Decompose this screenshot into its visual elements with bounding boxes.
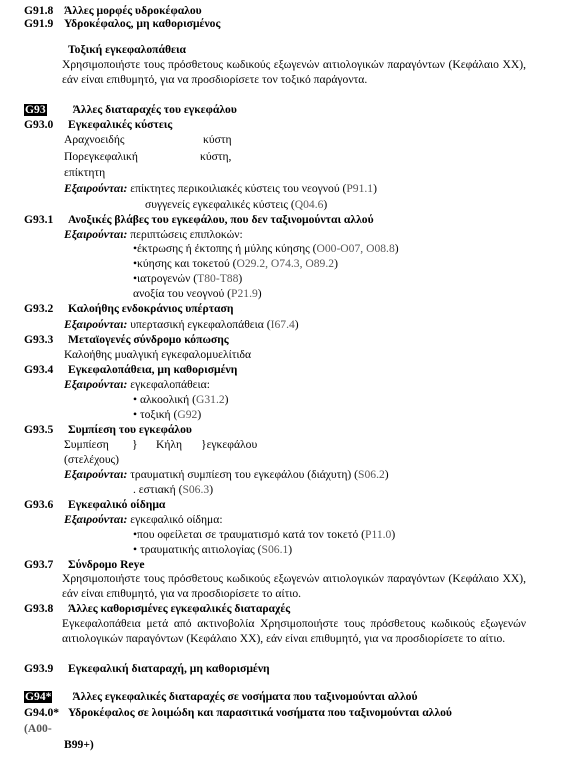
- item-text: •που οφείλεται σε τραυματισμό κατά τον τοκετό (: [133, 528, 365, 541]
- exclusion-item: [133, 393, 229, 407]
- exclusion-label: Εξαιρούνται:: [64, 378, 128, 391]
- exclusion-label: Εξαιρούνται:: [64, 468, 128, 481]
- exclusion-label: Εξαιρούνται:: [64, 318, 128, 331]
- code-entry: [24, 662, 270, 676]
- paren: ): [394, 242, 399, 255]
- exclusion-text: τραυματική συμπίεση του εγκεφάλου (διάχυτη) (: [130, 468, 359, 481]
- cross-reference: P21.9: [231, 287, 258, 300]
- exclusion-line: [64, 378, 210, 392]
- exclusion-item: [133, 543, 292, 557]
- entry-title: Υδροκέφαλος, μη καθορισμένος: [64, 17, 221, 30]
- code-entry: [24, 4, 202, 18]
- category-code-badge: G94*: [25, 690, 52, 703]
- cross-reference: O29.2, O74.3, O89.2: [236, 257, 335, 270]
- exclusion-line: [145, 198, 327, 212]
- exclusion-line: [64, 513, 223, 527]
- code-entry: [24, 363, 237, 377]
- exclusion-item: [133, 287, 262, 301]
- item-text: • τραυματικής αιτιολογίας (: [133, 543, 262, 556]
- cross-reference: Q04.6: [294, 198, 324, 211]
- paren: ): [257, 287, 262, 300]
- paren: ): [384, 468, 389, 481]
- exclusion-line: [64, 318, 299, 332]
- inclusion-term: [64, 133, 125, 147]
- cross-reference: G31.2: [196, 393, 225, 406]
- entry-code: G93.4: [24, 363, 54, 376]
- item-text: •κύησης και τοκετού (: [133, 257, 237, 270]
- paren: ): [323, 198, 328, 211]
- paren: ): [197, 408, 202, 421]
- paren: ): [373, 182, 377, 195]
- exclusion-text: περιπτώσεις επιπλοκών:: [130, 228, 243, 241]
- paren: ): [391, 528, 396, 541]
- exclusion-text: εγκεφαλοπάθεια:: [130, 378, 210, 391]
- exclusion-label: Εξαιρούνται:: [64, 228, 128, 241]
- inclusion-term: (στελέχους): [64, 453, 120, 466]
- entry-code: G93.0: [24, 118, 54, 131]
- brace: }: [132, 438, 138, 451]
- entry-title: Σύνδρομο Reye: [68, 558, 145, 571]
- entry-code: G93.7: [24, 558, 54, 571]
- cross-reference: S06.2: [358, 468, 385, 481]
- code-entry: [24, 706, 452, 720]
- term-text: Αραχνοειδής: [64, 133, 125, 146]
- code-entry: [24, 498, 165, 512]
- cross-reference: P91.1: [346, 182, 374, 195]
- exclusion-text: υπερτασική εγκεφαλοπάθεια (: [130, 318, 271, 331]
- item-text: • τοξική (: [133, 408, 178, 421]
- exclusion-text: συγγενείς εγκεφαλικές κύστεις (: [145, 198, 295, 211]
- cross-reference: S06.1: [261, 543, 289, 556]
- paren: ): [224, 393, 229, 406]
- paren: ): [334, 257, 338, 270]
- code-entry: [24, 302, 233, 316]
- inclusion-term: }εγκεφάλου: [201, 438, 258, 451]
- code-entry: [24, 558, 145, 572]
- cross-reference: O00-O07, O08.8: [316, 242, 395, 255]
- inclusion-term: Συμπίεση: [64, 438, 109, 451]
- exclusion-line: [64, 468, 389, 482]
- entry-code: G91.8: [24, 4, 54, 17]
- exclusion-label: Εξαιρούνται:: [64, 182, 128, 195]
- item-text: . εστιακή (: [133, 483, 183, 496]
- exclusion-line: [64, 228, 243, 242]
- category-title: Άλλες διαταραχές του εγκεφάλου: [72, 103, 237, 116]
- entry-title: Άλλες καθορισμένες εγκεφαλικές διαταραχές: [68, 602, 291, 615]
- inclusion-term: Κήλη: [156, 438, 183, 451]
- entry-title: Καλοήθης ενδοκράνιος υπέρταση: [68, 302, 234, 315]
- entry-code: G93.2: [24, 302, 54, 315]
- paren: ): [288, 543, 293, 556]
- cross-reference: I67.4: [270, 318, 295, 331]
- cross-reference: G92: [177, 408, 198, 421]
- cross-reference: P11.0: [365, 528, 392, 541]
- code-entry: [24, 118, 172, 132]
- item-text: •έκτρωσης ή έκτοπης ή μύλης κύησης (: [133, 242, 317, 255]
- exclusion-item: [133, 408, 201, 422]
- exclusion-item: [133, 483, 213, 497]
- entry-title: Υδροκέφαλος σε λοιμώδη και παρασιτικά νοσήματα που ταξινομούνται αλλού: [68, 706, 452, 719]
- inclusion-term: κύστη: [203, 133, 232, 146]
- instruction-paragraph: Χρησιμοποιήστε τους πρόσθετους κωδικούς εξωγενών αιτιολογικών παραγόντων (Κεφάλαιο XX), εάν είναι επιθυμητό, για να προσδιορίσετε το αίτιο.: [62, 572, 526, 600]
- code-entry: [24, 333, 229, 347]
- exclusion-line: [64, 182, 377, 196]
- entry-code: G93.9: [24, 662, 54, 675]
- category-title: Άλλες εγκεφαλικές διαταραχές σε νοσήματα που ταξινομούνται αλλού: [72, 690, 418, 703]
- code-range: (A00-: [24, 722, 52, 735]
- entry-code: G93.5: [24, 423, 54, 436]
- exclusion-item: [133, 257, 338, 271]
- exclusion-item: [133, 242, 399, 256]
- code-entry: [24, 423, 192, 437]
- paren: ): [209, 483, 214, 496]
- entry-code: G93.6: [24, 498, 54, 511]
- category-code-badge: G93: [25, 103, 46, 116]
- item-text: •ιατρογενών (: [133, 272, 198, 285]
- code-entry: [24, 602, 290, 616]
- entry-title: Ανοξικές βλάβες του εγκεφάλου, που δεν ταξινομούνται αλλού: [68, 213, 374, 226]
- entry-code: G93.1: [24, 213, 54, 226]
- cross-reference: S06.3: [182, 483, 210, 496]
- category-heading: [24, 690, 418, 704]
- item-text: ανοξία του νεογνού (: [133, 287, 232, 300]
- paren: ): [294, 318, 299, 331]
- instruction-paragraph: Χρησιμοποιήστε τους πρόσθετους κωδικούς εξωγενών αιτιολογικών παραγόντων (Κεφάλαιο XX), εάν είναι επιθυμητό, για να προσδιορίσετε τον τοξικό παράγοντα.: [62, 58, 526, 86]
- entry-title: Άλλες μορφές υδροκέφαλου: [64, 4, 202, 17]
- inclusion-term: κύστη,: [200, 150, 232, 163]
- section-heading: Τοξική εγκεφαλοπάθεια: [68, 43, 187, 56]
- entry-title: Εγκεφαλικό οίδημα: [68, 498, 166, 511]
- paren: ): [238, 272, 243, 285]
- code-entry: [24, 213, 374, 227]
- inclusion-term: επίκτητη: [64, 166, 106, 179]
- entry-code: G94.0*: [24, 706, 60, 719]
- entry-title: Εγκεφαλοπάθεια, μη καθορισμένη: [68, 363, 238, 376]
- entry-title: Συμπίεση του εγκεφάλου: [68, 423, 192, 436]
- entry-title: Εγκεφαλικές κύστεις: [68, 118, 173, 131]
- inclusion-term: Πορεγκεφαλική: [64, 150, 138, 163]
- entry-code: G91.9: [24, 17, 54, 30]
- exclusion-item: [133, 528, 395, 542]
- code-entry: [24, 17, 220, 31]
- item-text: • αλκοολική (: [133, 393, 196, 406]
- category-heading: [24, 103, 237, 117]
- exclusion-label: Εξαιρούνται:: [64, 513, 128, 526]
- entry-title: Μεταϊογενές σύνδρομο κόπωσης: [68, 333, 229, 346]
- code-range: B99+): [64, 738, 94, 751]
- exclusion-text: επίκτητες περικοιλιακές κύστεις του νεογνού (: [130, 182, 347, 195]
- instruction-paragraph: Εγκεφαλοπάθεια μετά από ακτινοβολία Χρησιμοποιήστε τους πρόσθετους κωδικούς εξωγενών αιτιολογικών παραγόντων (Κεφάλαιο XX), εάν είναι επιθυμητό, για να προσδιορίσετε το αίτιο.: [62, 617, 526, 645]
- exclusion-item: [133, 272, 242, 286]
- exclusion-text: εγκεφαλικό οίδημα:: [130, 513, 223, 526]
- entry-title: Εγκεφαλική διαταραχή, μη καθορισμένη: [68, 662, 270, 675]
- entry-code: G93.3: [24, 333, 54, 346]
- inclusion-term: Καλοήθης μυαλγική εγκεφαλομυελίτιδα: [64, 348, 252, 361]
- entry-code: G93.8: [24, 602, 54, 615]
- cross-reference: T80-T88: [197, 272, 239, 285]
